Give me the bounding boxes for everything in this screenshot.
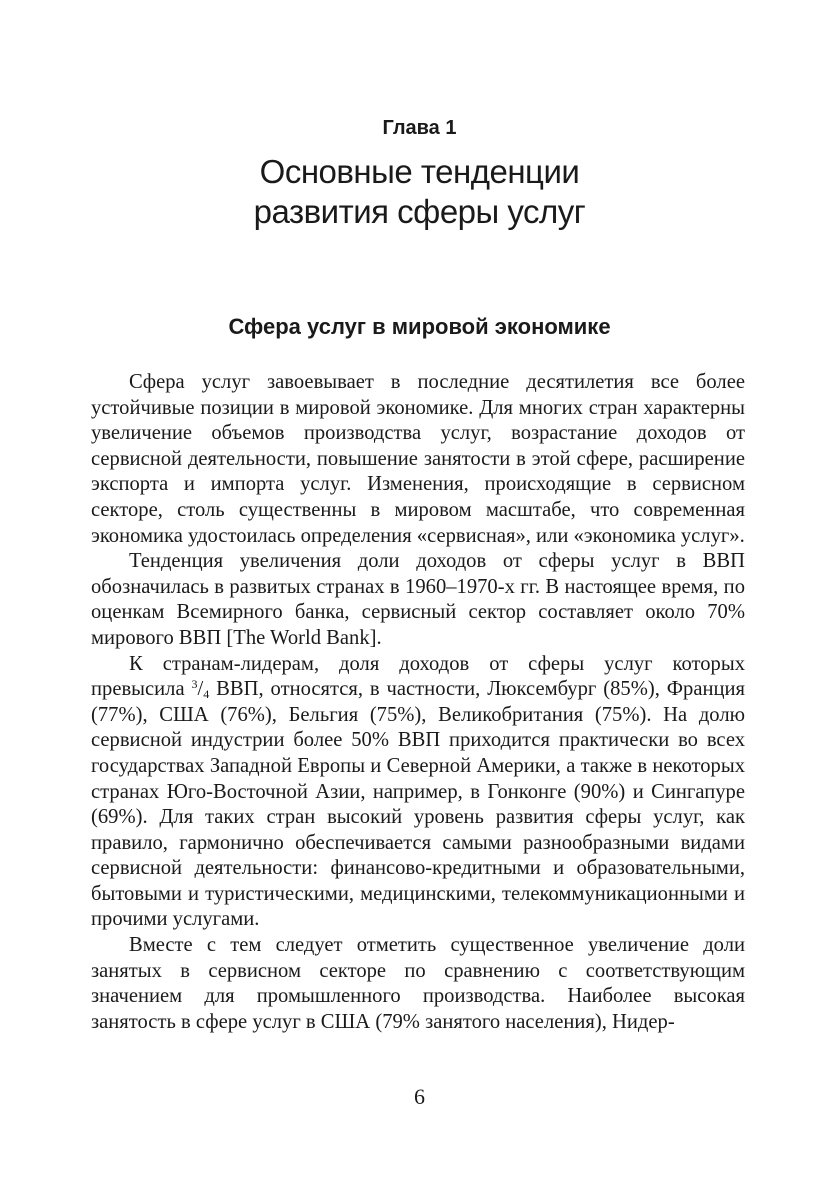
paragraph-3 [91,652,745,934]
chapter-title-line-1: Основные тенденции [259,153,580,190]
paragraph-2: Тенденция увеличения доли доходов от сферы услуг в ВВП обозначилась в развитых странах в 1960–1970-х гг. В настоящее время, по оценкам Всемирного банка, сервисный сектор составляет около 70% мирового ВВП [The World Bank]. [91,550,745,649]
paragraph-3-start: К странам-лидерам, доля доходов от сферы услуг которых превысила [91,652,745,701]
chapter-label: Глава 1 [382,117,457,139]
paragraph-1: Сфера услуг завоевывает в последние десятилетия все более устойчивые позиции в мировой экономике. Для многих стран характерны увеличение объемов производства услуг, возрастание доходов от сервисной деятельности, повышение занятости в этой сфере, расширение экспорта и импорта услуг. Изменения, происходящие в сервисном секторе, столь существенны в мировом масштабе, что современная экономика удостоилась определения «сервисная», или «экономика услуг». [91,371,745,547]
fraction-numerator: 3 [191,677,198,692]
chapter-title [0,152,839,232]
chapter-title-line-2: развития сферы услуг [253,193,586,230]
paragraph-4: Вместе с тем следует отметить существенное увеличение доли занятых в сервисном секторе по сравнению с соответствующим значением для промышленного производства. Наиболее высокая занятость в сфере услуг в США (79% занятого населения), Нидер- [91,934,745,1033]
section-title: Сфера услуг в мировой экономике [228,314,611,339]
fraction: $^3$/4 [191,677,210,702]
paragraph-3-end: ВВП, относятся, в частности, Люксембург (85%), Франция (77%), США (76%), Бельгия (75%), Великобритания (75%). На долю сервисной индустрии более 50% ВВП приходится практически во всех государствах Западной Европы и Северной Америки, а также в некоторых странах Юго-Восточной Азии, например, в Гонконге (90%) и Сингапуре (69%). Для таких стран высокий уровень развития сферы услуг, как правило, гармонично обеспечивается самыми разнообразными видами сервисной деятельности: финансово-кредитными и образовательными, бытовыми и туристическими, медицинскими, телекоммуникационными и прочими услугами. [91,678,745,931]
page-number: 6 [414,1084,425,1109]
body-text [91,370,745,1035]
fraction-denominator: 4 [203,687,210,702]
